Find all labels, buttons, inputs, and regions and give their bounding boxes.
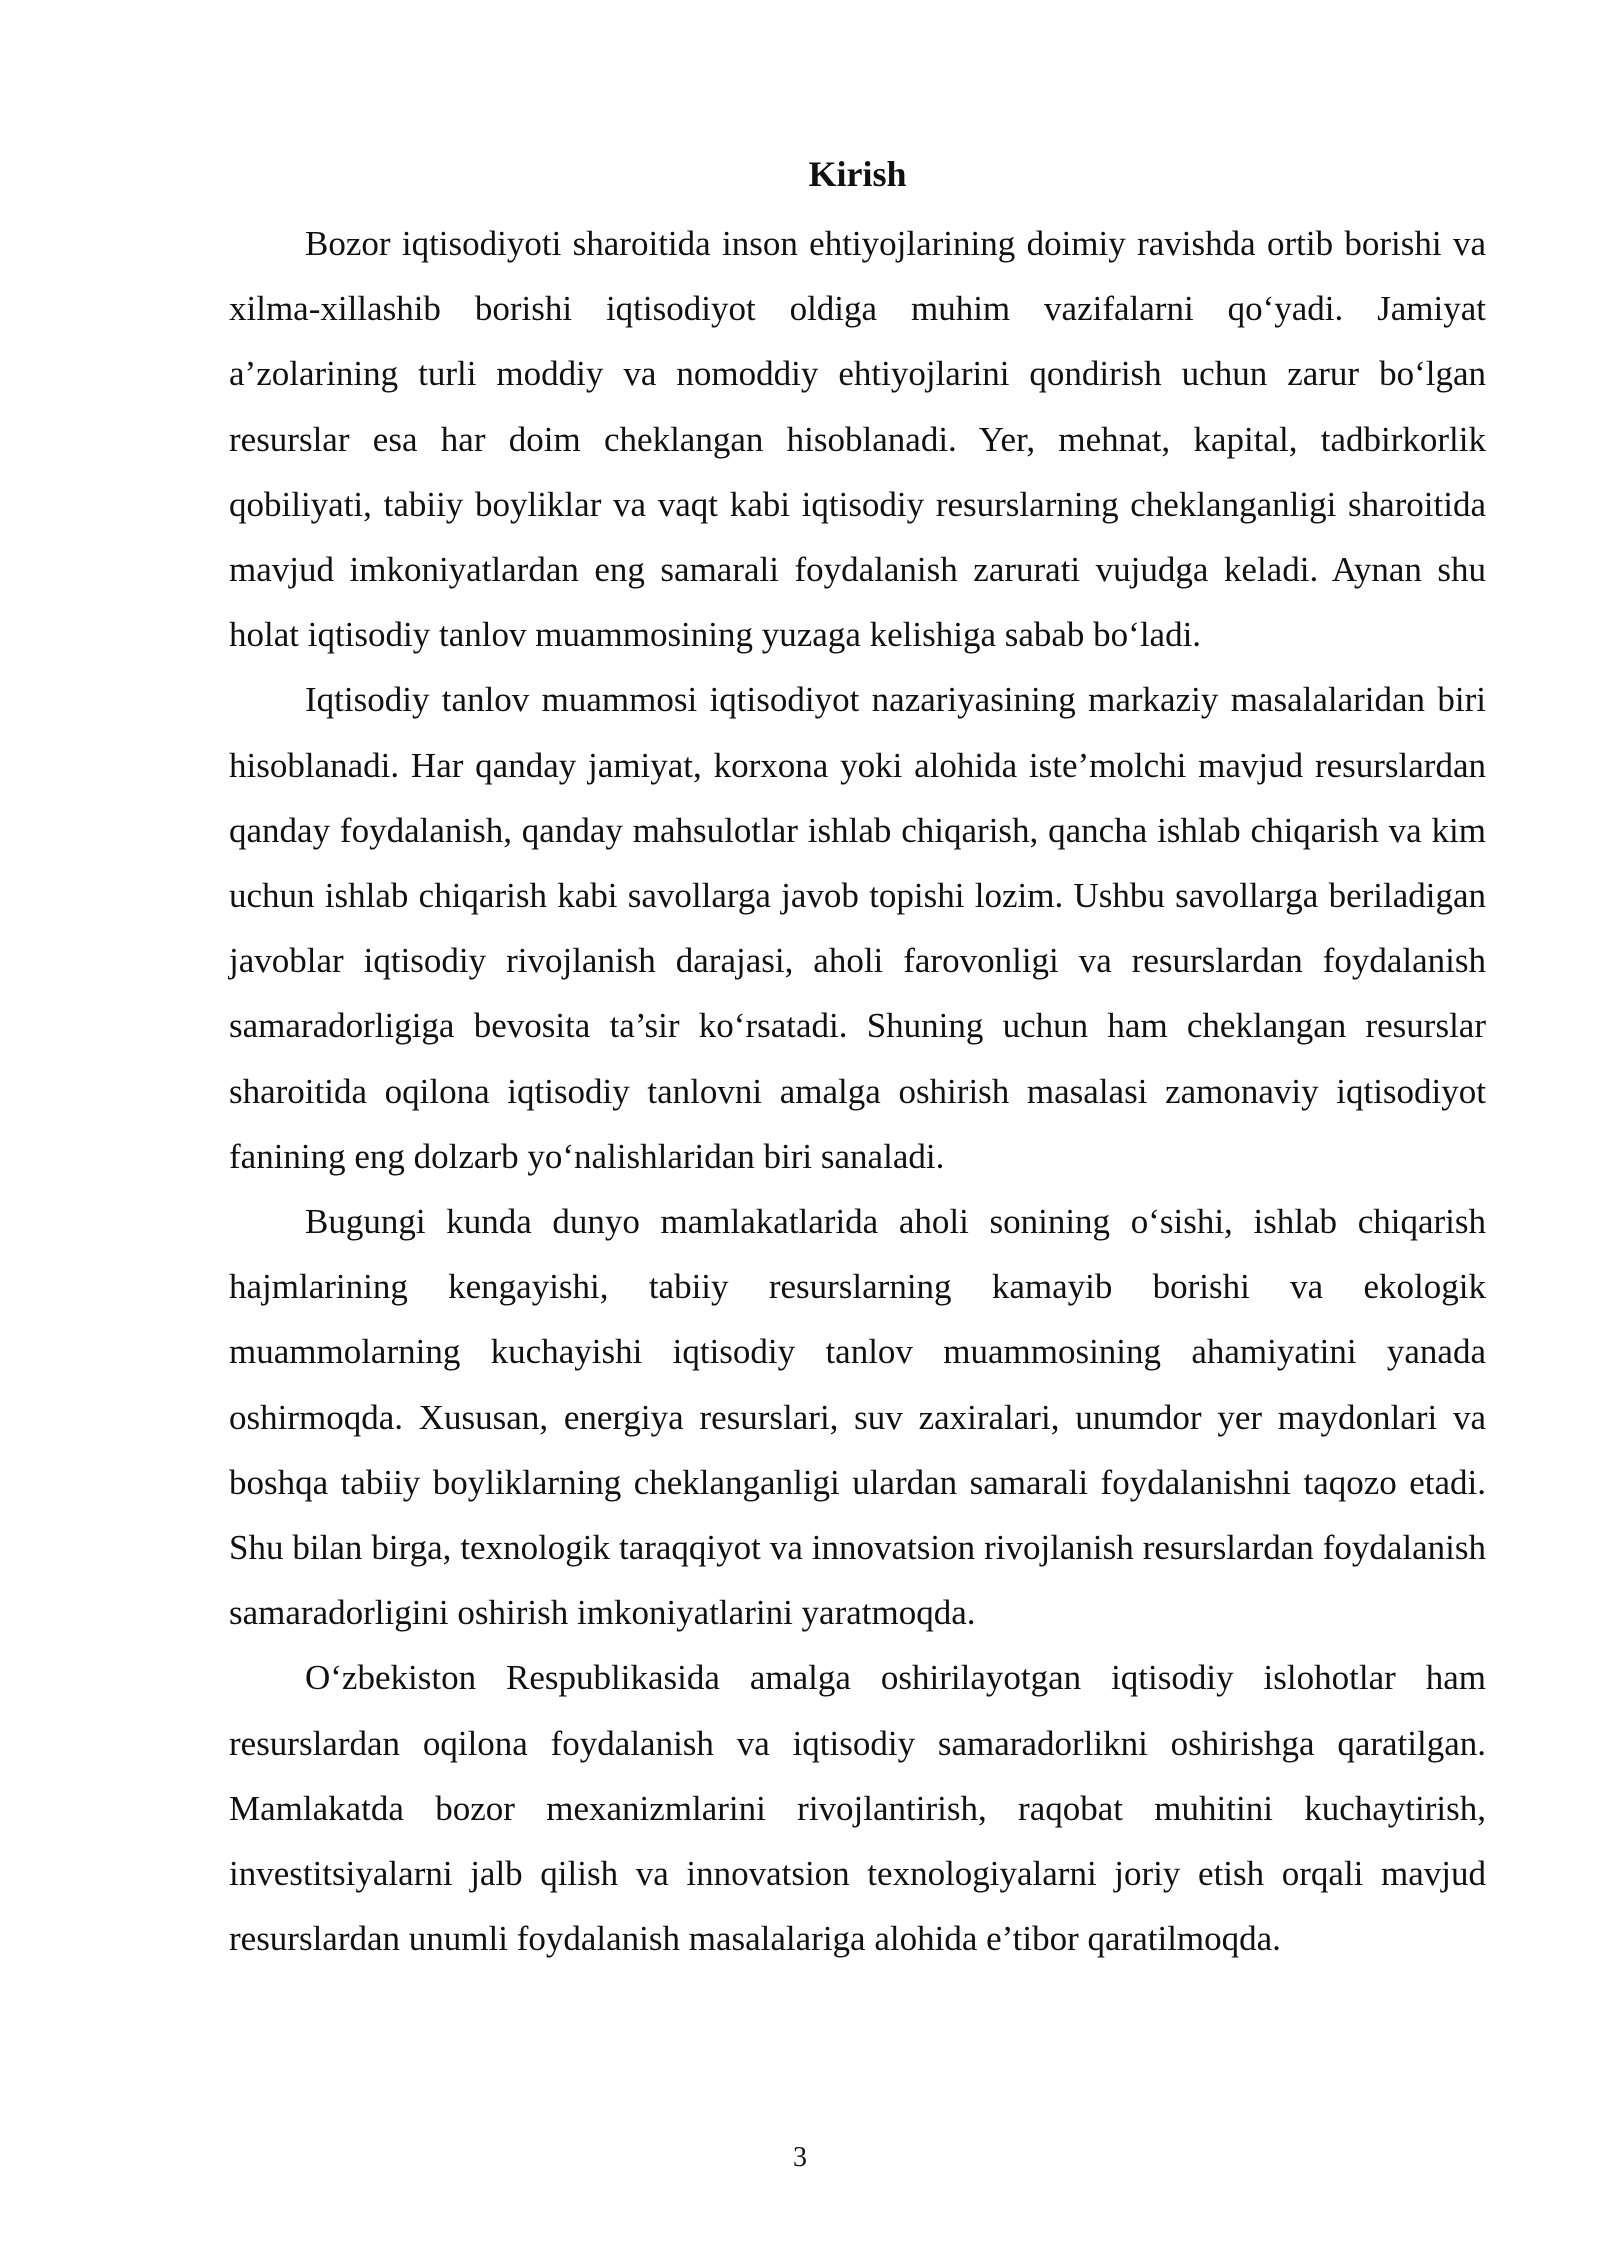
page-number: 3 [793, 2142, 807, 2173]
paragraph-3: Bugungi kunda dunyo mamlakatlarida aholi sonining o‘sishi, ishlab chiqarish hajmlarining kengayishi, tabiiy resurslarning kamayib borishi va ekologik muammolarning kuchayishi iqtisodiy tanlov muammosining ahamiyatini yanada oshirmoqda. Xususan, energiya resurslari, suv zaxiralari, unumdor yer maydonlari va boshqa tabiiy boyliklarning cheklanganligi ulardan samarali foydalanishni taqozo etadi. Shu bilan birga, texnologik taraqqiyot va innovatsion rivojlanish resurslardan foydalanish samaradorligini oshirish imkoniyatlarini yaratmoqda. [229, 1202, 1486, 1633]
paragraph-2: Iqtisodiy tanlov muammosi iqtisodiyot nazariyasining markaziy masalalaridan biri hisoblanadi. Har qanday jamiyat, korxona yoki alohida iste’molchi mavjud resurslardan qanday foydalanish, qanday mahsulotlar ishlab chiqarish, qancha ishlab chiqarish va kim uchun ishlab chiqarish kabi savollarga javob topishi lozim. Ushbu savollarga beriladigan javoblar iqtisodiy rivojlanish darajasi, aholi farovonligi va resurslardan foydalanish samaradorligiga bevosita ta’sir ko‘rsatadi. Shuning uchun ham cheklangan resurslar sharoitida oqilona iqtisodiy tanlovni amalga oshirish masalasi zamonaviy iqtisodiyot fanining eng dolzarb yo‘nalishlaridan biri sanaladi. [229, 680, 1486, 1176]
section-title: Kirish [808, 154, 907, 194]
paragraph-1: Bozor iqtisodiyoti sharoitida inson ehtiyojlarining doimiy ravishda ortib borishi va xilma-xillashib borishi iqtisodiyot oldiga muhim vazifalarni qo‘yadi. Jamiyat a’zolarining turli moddiy va nomoddiy ehtiyojlarini qondirish uchun zarur bo‘lgan resurslar esa har doim cheklangan hisoblanadi. Yer, mehnat, kapital, tadbirkorlik qobiliyati, tabiiy boyliklar va vaqt kabi iqtisodiy resurslarning cheklanganligi sharoitida mavjud imkoniyatlardan eng samarali foydalanish zarurati vujudga keladi. Aynan shu holat iqtisodiy tanlov muammosining yuzaga kelishiga sabab bo‘ladi. [229, 224, 1486, 655]
page-content [229, 148, 1486, 1971]
paragraph-4: O‘zbekiston Respublikasida amalga oshirilayotgan iqtisodiy islohotlar ham resurslardan oqilona foydalanish va iqtisodiy samaradorlikni oshirishga qaratilgan. Mamlakatda bozor mexanizmlarini rivojlantirish, raqobat muhitini kuchaytirish, investitsiyalarni jalb qilish va innovatsion texnologiyalarni joriy etish orqali mavjud resurslardan unumli foydalanish masalalariga alohida e’tibor qaratilmoqda. [229, 1658, 1486, 1959]
